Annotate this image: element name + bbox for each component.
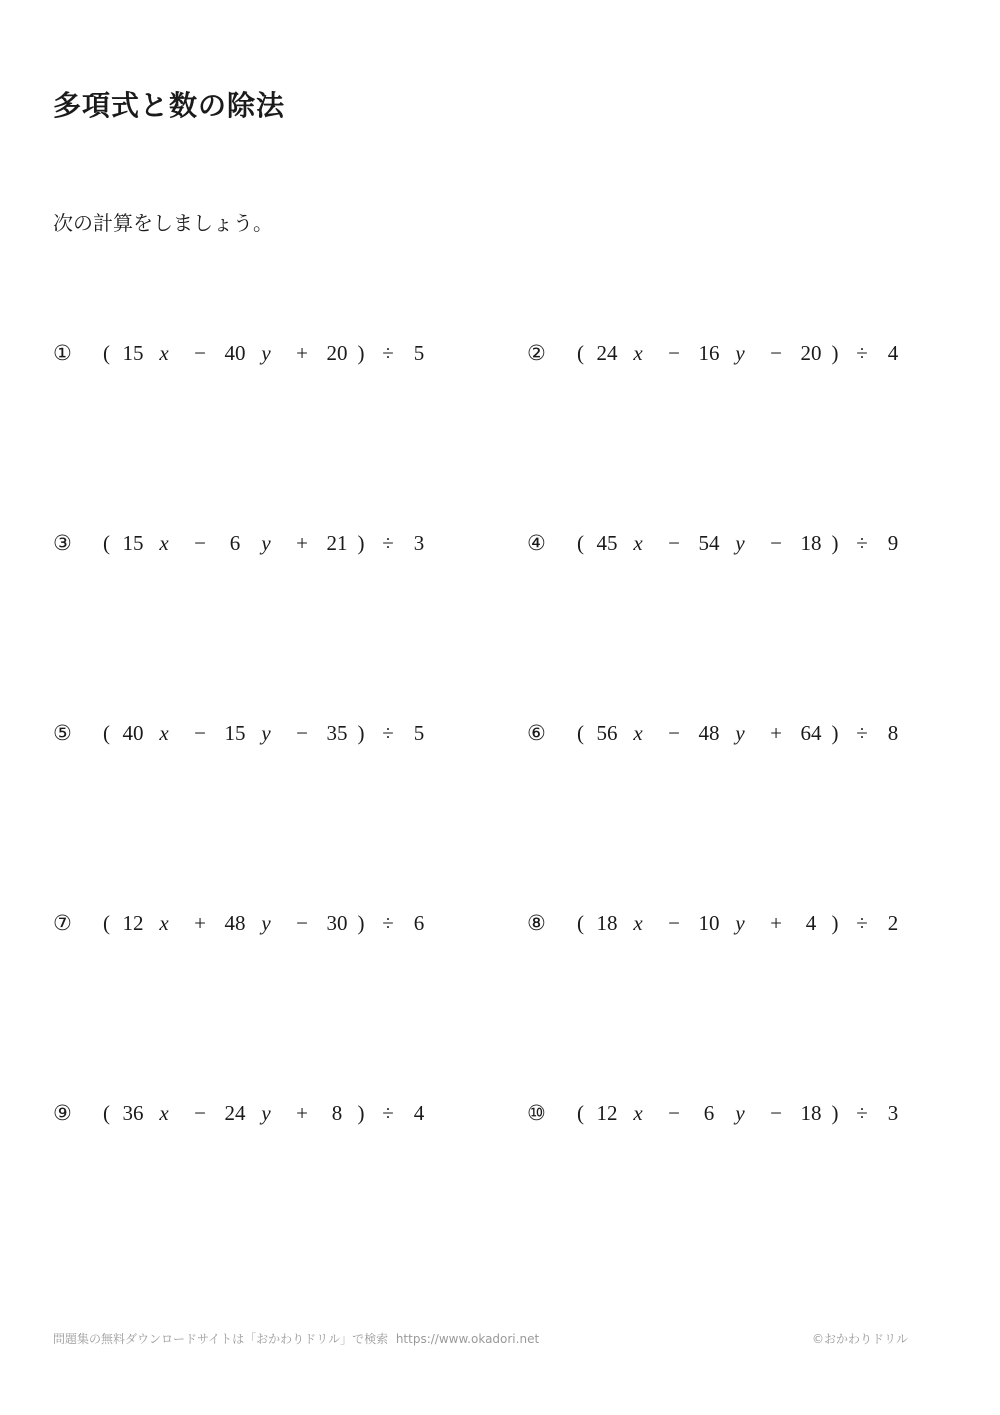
- coefficient: 12: [596, 1101, 618, 1125]
- problem-number: ②: [527, 341, 546, 365]
- divide: ÷: [856, 721, 868, 745]
- problem-7: [53, 903, 453, 943]
- divide: ÷: [856, 911, 868, 935]
- coefficient: 30: [326, 911, 348, 935]
- coefficient: 12: [122, 911, 144, 935]
- divide: ÷: [382, 341, 394, 365]
- divide: ÷: [856, 341, 868, 365]
- open-paren: (: [103, 531, 110, 555]
- var-x: x: [159, 1101, 169, 1125]
- coefficient: 36: [122, 1101, 144, 1125]
- problem-10: [527, 1093, 927, 1133]
- coefficient: 48: [698, 721, 720, 745]
- var-x: x: [633, 341, 643, 365]
- footer-url: https://www.okadori.net: [395, 1332, 540, 1346]
- divisor: 5: [413, 341, 425, 365]
- coefficient: 24: [224, 1101, 246, 1125]
- open-paren: (: [103, 1101, 110, 1125]
- operator: −: [770, 341, 782, 365]
- problem-number: ⑦: [53, 911, 72, 935]
- open-paren: (: [577, 531, 584, 555]
- var-x: x: [633, 721, 643, 745]
- var-y: y: [735, 341, 745, 365]
- divide: ÷: [856, 1101, 868, 1125]
- coefficient: 15: [122, 341, 144, 365]
- operator: +: [296, 531, 308, 555]
- close-paren: ): [357, 531, 365, 555]
- problem-9: [53, 1093, 453, 1133]
- open-paren: (: [103, 341, 110, 365]
- problem-8: [527, 903, 927, 943]
- divide: ÷: [382, 1101, 394, 1125]
- coefficient: 4: [805, 911, 817, 935]
- coefficient: 8: [331, 1101, 343, 1125]
- var-y: y: [735, 1101, 745, 1125]
- problem-number: ①: [53, 341, 72, 365]
- var-y: y: [735, 531, 745, 555]
- coefficient: 15: [122, 531, 144, 555]
- var-x: x: [633, 911, 643, 935]
- problem-number: ④: [527, 531, 546, 555]
- close-paren: ): [357, 911, 365, 935]
- divide: ÷: [382, 911, 394, 935]
- divisor: 3: [413, 531, 425, 555]
- operator: −: [668, 721, 680, 745]
- var-y: y: [735, 721, 745, 745]
- close-paren: ): [831, 911, 839, 935]
- coefficient: 35: [326, 721, 348, 745]
- coefficient: 24: [596, 341, 618, 365]
- divisor: 2: [887, 911, 899, 935]
- coefficient: 16: [698, 341, 720, 365]
- open-paren: (: [103, 911, 110, 935]
- coefficient: 54: [698, 531, 720, 555]
- divisor: 8: [887, 721, 899, 745]
- coefficient: 15: [224, 721, 246, 745]
- open-paren: (: [577, 341, 584, 365]
- close-paren: ): [357, 1101, 365, 1125]
- coefficient: 40: [122, 721, 144, 745]
- problem-1: [53, 333, 453, 373]
- coefficient: 6: [703, 1101, 715, 1125]
- close-paren: ): [831, 341, 839, 365]
- operator: −: [194, 341, 206, 365]
- operator: −: [194, 1101, 206, 1125]
- open-paren: (: [103, 721, 110, 745]
- problem-number: ⑩: [527, 1101, 546, 1125]
- coefficient: 6: [229, 531, 241, 555]
- operator: −: [770, 1101, 782, 1125]
- coefficient: 18: [800, 531, 822, 555]
- footer-left: [53, 1330, 539, 1348]
- var-x: x: [633, 1101, 643, 1125]
- close-paren: ): [357, 341, 365, 365]
- operator: −: [668, 1101, 680, 1125]
- coefficient: 10: [698, 911, 720, 935]
- problem-2: [527, 333, 927, 373]
- var-y: y: [261, 531, 271, 555]
- var-y: y: [261, 1101, 271, 1125]
- coefficient: 48: [224, 911, 246, 935]
- close-paren: ): [357, 721, 365, 745]
- operator: −: [770, 531, 782, 555]
- var-y: y: [261, 911, 271, 935]
- coefficient: 18: [596, 911, 618, 935]
- problem-6: [527, 713, 927, 753]
- operator: −: [668, 341, 680, 365]
- close-paren: ): [831, 1101, 839, 1125]
- var-y: y: [735, 911, 745, 935]
- open-paren: (: [577, 1101, 584, 1125]
- var-x: x: [159, 911, 169, 935]
- problem-5: [53, 713, 453, 753]
- divisor: 5: [413, 721, 425, 745]
- operator: −: [668, 911, 680, 935]
- var-y: y: [261, 341, 271, 365]
- problem-number: ⑤: [53, 721, 72, 745]
- operator: −: [668, 531, 680, 555]
- operator: +: [194, 911, 206, 935]
- divide: ÷: [382, 531, 394, 555]
- var-y: y: [261, 721, 271, 745]
- coefficient: 20: [326, 341, 348, 365]
- problem-number: ⑥: [527, 721, 546, 745]
- divide: ÷: [856, 531, 868, 555]
- coefficient: 56: [596, 721, 618, 745]
- var-x: x: [159, 531, 169, 555]
- operator: +: [770, 721, 782, 745]
- operator: +: [770, 911, 782, 935]
- operator: −: [194, 531, 206, 555]
- coefficient: 18: [800, 1101, 822, 1125]
- coefficient: 40: [224, 341, 246, 365]
- problem-number: ③: [53, 531, 72, 555]
- open-paren: (: [577, 911, 584, 935]
- instruction-text: 次の計算をしましょう。: [53, 211, 273, 235]
- divisor: 9: [887, 531, 899, 555]
- footer-search-text: 問題集の無料ダウンロードサイトは「おかわりドリル」で検索: [53, 1332, 389, 1346]
- coefficient: 20: [800, 341, 822, 365]
- close-paren: ): [831, 721, 839, 745]
- divisor: 3: [887, 1101, 899, 1125]
- close-paren: ): [831, 531, 839, 555]
- operator: +: [296, 341, 308, 365]
- operator: −: [194, 721, 206, 745]
- coefficient: 45: [596, 531, 618, 555]
- var-x: x: [159, 341, 169, 365]
- problem-3: [53, 523, 453, 563]
- problem-number: ⑧: [527, 911, 546, 935]
- coefficient: 21: [326, 531, 348, 555]
- problem-number: ⑨: [53, 1101, 72, 1125]
- footer-copyright: ©おかわりドリル: [811, 1332, 908, 1346]
- divide: ÷: [382, 721, 394, 745]
- var-x: x: [159, 721, 169, 745]
- var-x: x: [633, 531, 643, 555]
- open-paren: (: [577, 721, 584, 745]
- operator: −: [296, 911, 308, 935]
- operator: −: [296, 721, 308, 745]
- divisor: 4: [413, 1101, 425, 1125]
- operator: +: [296, 1101, 308, 1125]
- page-title: 多項式と数の除法: [53, 89, 286, 122]
- coefficient: 64: [800, 721, 822, 745]
- divisor: 4: [887, 341, 899, 365]
- divisor: 6: [413, 911, 425, 935]
- problem-4: [527, 523, 927, 563]
